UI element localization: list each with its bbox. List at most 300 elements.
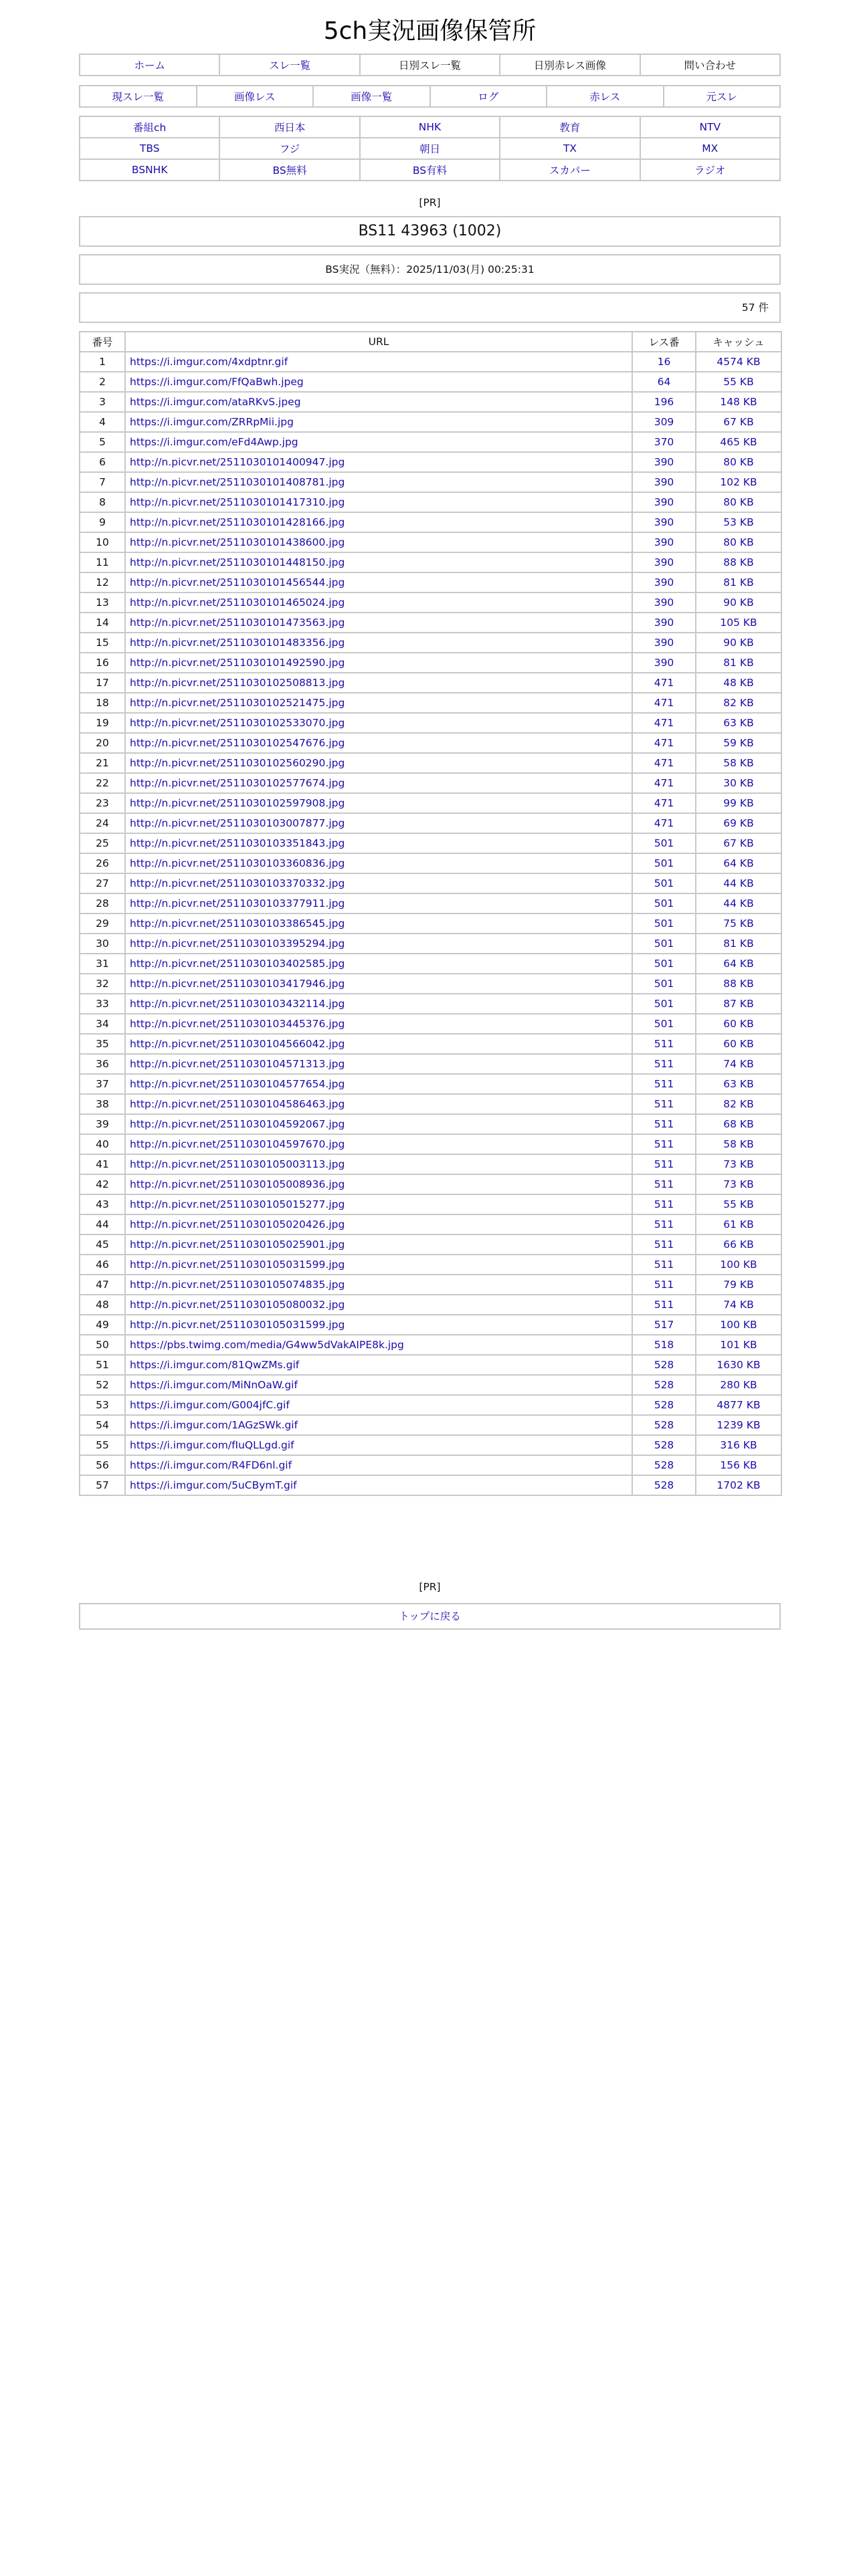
main-nav-row [80,54,780,76]
cache-link[interactable]: 465 KB [696,432,781,452]
res-number-link[interactable]: 511 [632,1235,696,1255]
row-number: 28 [80,893,125,914]
row-url-cell [125,352,632,372]
cache-link[interactable]: 88 KB [696,974,781,994]
res-number-link[interactable]: 196 [632,392,696,412]
row-number: 40 [80,1134,125,1154]
cache-link[interactable]: 1702 KB [696,1475,781,1495]
table-row [80,793,781,813]
cache-link[interactable]: 101 KB [696,1335,781,1355]
table-row [80,1435,781,1455]
res-number-link[interactable]: 309 [632,412,696,432]
image-table-body [80,352,781,1495]
cache-link[interactable]: 4574 KB [696,352,781,372]
cache-link[interactable]: 59 KB [696,733,781,753]
row-url-cell [125,1154,632,1174]
cache-link[interactable]: 63 KB [696,1074,781,1094]
row-url-cell [125,733,632,753]
image-url-link[interactable]: https://i.imgur.com/1AGzSWk.gif [130,1419,298,1431]
thread-nav-item[interactable] [547,86,664,107]
channel-nav-item[interactable] [360,116,500,138]
image-url-link[interactable]: http://n.picvr.net/2511030101408781.jpg [130,476,345,488]
image-url-link[interactable]: http://n.picvr.net/2511030104571313.jpg [130,1058,345,1070]
table-row [80,1275,781,1295]
res-number-link[interactable]: 16 [632,352,696,372]
row-number: 14 [80,613,125,633]
thread-nav-link[interactable]: ログ [478,91,499,103]
channel-nav-item[interactable] [80,116,219,138]
image-url-link[interactable]: https://i.imgur.com/81QwZMs.gif [130,1359,300,1371]
pr-label-top[interactable]: [PR] [419,197,441,209]
res-number-link[interactable]: 390 [632,472,696,492]
image-url-link[interactable]: http://n.picvr.net/2511030101456544.jpg [130,576,345,588]
row-url-cell [125,552,632,572]
image-url-link[interactable]: http://n.picvr.net/2511030105008936.jpg [130,1178,345,1190]
channel-link[interactable]: ラジオ [694,165,726,177]
row-url-cell [125,673,632,693]
table-row [80,1475,781,1495]
channel-link[interactable]: 教育 [559,122,581,134]
main-nav [79,53,781,76]
table-row [80,893,781,914]
thread-nav-link[interactable]: 現スレ一覧 [112,91,164,103]
image-url-link[interactable]: http://n.picvr.net/2511030103417946.jpg [130,978,345,990]
cache-link[interactable]: 60 KB [696,1034,781,1054]
row-number: 17 [80,673,125,693]
image-url-link[interactable]: http://n.picvr.net/2511030104586463.jpg [130,1098,345,1110]
res-number-link[interactable]: 528 [632,1435,696,1455]
cache-link[interactable]: 100 KB [696,1315,781,1335]
cache-link[interactable]: 69 KB [696,813,781,833]
cache-link[interactable]: 44 KB [696,893,781,914]
cache-link[interactable]: 81 KB [696,653,781,673]
cache-link[interactable]: 80 KB [696,532,781,552]
cache-link[interactable]: 4877 KB [696,1395,781,1415]
row-number: 51 [80,1355,125,1375]
res-number-link[interactable]: 528 [632,1455,696,1475]
res-number-link[interactable]: 501 [632,994,696,1014]
cache-link[interactable]: 105 KB [696,613,781,633]
image-url-link[interactable]: http://n.picvr.net/2511030103432114.jpg [130,998,345,1010]
res-number-link[interactable]: 511 [632,1114,696,1134]
cache-link[interactable]: 73 KB [696,1174,781,1194]
table-row [80,593,781,613]
image-url-link[interactable]: http://n.picvr.net/2511030102560290.jpg [130,757,345,769]
res-number-link[interactable]: 370 [632,432,696,452]
image-url-link[interactable]: https://i.imgur.com/R4FD6nl.gif [130,1459,292,1471]
cache-link[interactable]: 90 KB [696,633,781,653]
cache-link[interactable]: 64 KB [696,954,781,974]
table-row [80,492,781,512]
cache-link[interactable]: 64 KB [696,853,781,873]
image-url-link[interactable]: http://n.picvr.net/2511030104566042.jpg [130,1038,345,1050]
main-nav-item[interactable] [500,54,640,76]
channel-nav-item[interactable] [219,116,359,138]
row-url-cell [125,532,632,552]
image-url-link[interactable]: http://n.picvr.net/2511030101400947.jpg [130,456,345,468]
image-url-link[interactable]: http://n.picvr.net/2511030102597908.jpg [130,797,345,809]
image-url-link[interactable]: http://n.picvr.net/2511030105015277.jpg [130,1198,345,1210]
cache-link[interactable]: 316 KB [696,1435,781,1455]
row-number: 48 [80,1295,125,1315]
image-url-link[interactable]: http://n.picvr.net/2511030102577674.jpg [130,777,345,789]
table-row [80,1415,781,1435]
res-number-link[interactable]: 517 [632,1315,696,1335]
image-url-link[interactable]: http://n.picvr.net/2511030102547676.jpg [130,737,345,749]
channel-nav-item[interactable] [640,138,780,159]
image-url-link[interactable]: http://n.picvr.net/2511030102508813.jpg [130,677,345,689]
res-number-link[interactable]: 501 [632,853,696,873]
res-number-link[interactable]: 390 [632,572,696,593]
res-number-link[interactable]: 471 [632,693,696,713]
res-number-link[interactable]: 471 [632,813,696,833]
cache-link[interactable]: 82 KB [696,693,781,713]
cache-link[interactable]: 90 KB [696,593,781,613]
thread-nav-link[interactable]: 元スレ [706,91,737,103]
channel-nav-row [80,159,780,181]
thread-nav-link[interactable]: 赤レス [589,91,621,103]
row-number: 55 [80,1435,125,1455]
image-url-link[interactable]: https://i.imgur.com/eFd4Awp.jpg [130,436,298,448]
main-nav-label[interactable]: 日別赤レス画像 [533,60,606,72]
cache-link[interactable]: 80 KB [696,492,781,512]
res-number-link[interactable]: 511 [632,1134,696,1154]
cache-link[interactable]: 280 KB [696,1375,781,1395]
res-number-link[interactable]: 390 [632,593,696,613]
res-number-link[interactable]: 390 [632,613,696,633]
image-table-header [80,332,781,352]
main-nav-item[interactable] [219,54,359,76]
channel-nav-item[interactable] [500,159,640,181]
table-row [80,1395,781,1415]
channel-link[interactable]: BS有料 [412,165,448,177]
main-nav-link[interactable]: ホーム [134,60,165,72]
header-res-number: レス番 [632,332,696,352]
channel-nav-body [80,116,780,181]
image-url-link[interactable]: http://n.picvr.net/2511030103395294.jpg [130,938,345,950]
res-number-link[interactable]: 501 [632,974,696,994]
res-number-link[interactable]: 511 [632,1034,696,1054]
channel-nav-item[interactable] [80,159,219,181]
channel-link[interactable]: NTV [699,121,721,133]
row-number: 56 [80,1455,125,1475]
channel-link[interactable]: フジ [279,143,300,155]
channel-nav-item[interactable] [80,138,219,159]
cache-link[interactable]: 156 KB [696,1455,781,1475]
image-url-link[interactable]: https://i.imgur.com/ataRKvS.jpeg [130,396,301,408]
image-url-link[interactable]: http://n.picvr.net/2511030103402585.jpg [130,958,345,970]
image-url-link[interactable]: http://n.picvr.net/2511030105003113.jpg [130,1158,345,1170]
res-number-link[interactable]: 501 [632,873,696,893]
channel-link[interactable]: BSNHK [131,164,168,176]
cache-link[interactable]: 30 KB [696,773,781,793]
cache-link[interactable]: 67 KB [696,412,781,432]
res-number-link[interactable]: 390 [632,532,696,552]
res-number-link[interactable]: 501 [632,833,696,853]
cache-link[interactable]: 87 KB [696,994,781,1014]
image-url-link[interactable]: http://n.picvr.net/2511030103360836.jpg [130,857,345,869]
image-url-link[interactable]: http://n.picvr.net/2511030101448150.jpg [130,556,345,568]
cache-link[interactable]: 102 KB [696,472,781,492]
cache-link[interactable]: 73 KB [696,1154,781,1174]
res-number-link[interactable]: 511 [632,1094,696,1114]
res-number-link[interactable]: 390 [632,552,696,572]
cache-link[interactable]: 58 KB [696,753,781,773]
row-number: 57 [80,1475,125,1495]
cache-link[interactable]: 74 KB [696,1054,781,1074]
res-number-link[interactable]: 511 [632,1194,696,1214]
res-number-link[interactable]: 518 [632,1335,696,1355]
image-url-link[interactable]: http://n.picvr.net/2511030102533070.jpg [130,717,345,729]
row-url-cell [125,392,632,412]
image-url-link[interactable]: http://n.picvr.net/2511030103351843.jpg [130,837,345,849]
cache-link[interactable]: 60 KB [696,1014,781,1034]
main-nav-item[interactable] [80,54,219,76]
site-title[interactable]: 5ch実況画像保管所 [323,17,537,45]
cache-link[interactable]: 67 KB [696,833,781,853]
cache-link[interactable]: 81 KB [696,572,781,593]
row-number: 2 [80,372,125,392]
cache-link[interactable]: 44 KB [696,873,781,893]
table-row [80,833,781,853]
cache-link[interactable]: 100 KB [696,1255,781,1275]
image-url-link[interactable]: https://i.imgur.com/FfQaBwh.jpeg [130,376,304,388]
cache-link[interactable]: 53 KB [696,512,781,532]
cache-link[interactable]: 61 KB [696,1214,781,1235]
res-number-link[interactable]: 511 [632,1074,696,1094]
channel-link[interactable]: 西日本 [274,122,306,134]
res-number-link[interactable]: 501 [632,914,696,934]
cache-link[interactable]: 1630 KB [696,1355,781,1375]
res-number-link[interactable]: 471 [632,713,696,733]
thread-nav-link[interactable]: 画像一覧 [351,91,393,103]
image-url-link[interactable]: http://n.picvr.net/2511030101473563.jpg [130,617,345,629]
row-number: 41 [80,1154,125,1174]
cache-link[interactable]: 55 KB [696,372,781,392]
thread-nav-item[interactable] [664,86,781,107]
row-number: 53 [80,1395,125,1415]
res-number-link[interactable]: 501 [632,893,696,914]
row-number: 47 [80,1275,125,1295]
image-url-link[interactable]: http://n.picvr.net/2511030101417310.jpg [130,496,345,508]
channel-link[interactable]: TX [563,142,577,154]
cache-link[interactable]: 79 KB [696,1275,781,1295]
row-url-cell [125,412,632,432]
res-number-link[interactable]: 471 [632,753,696,773]
res-number-link[interactable]: 471 [632,793,696,813]
row-number: 20 [80,733,125,753]
row-number: 30 [80,934,125,954]
image-url-link[interactable]: http://n.picvr.net/2511030104597670.jpg [130,1138,345,1150]
cache-link[interactable]: 1239 KB [696,1415,781,1435]
res-number-link[interactable]: 501 [632,934,696,954]
main-nav-label[interactable]: 日別スレ一覧 [398,60,461,72]
cache-link[interactable]: 74 KB [696,1295,781,1315]
cache-link[interactable]: 88 KB [696,552,781,572]
res-number-link[interactable]: 471 [632,773,696,793]
cache-link[interactable]: 80 KB [696,452,781,472]
pr-label-bottom[interactable]: [PR] [419,1581,441,1593]
image-url-link[interactable]: https://i.imgur.com/fIuQLLgd.gif [130,1439,294,1451]
res-number-link[interactable]: 501 [632,954,696,974]
row-url-cell [125,954,632,974]
main-nav-item[interactable] [640,54,780,76]
channel-nav-item[interactable] [219,138,359,159]
res-number-link[interactable]: 390 [632,492,696,512]
row-url-cell [125,1255,632,1275]
image-url-link[interactable]: http://n.picvr.net/2511030101492590.jpg [130,657,345,669]
res-number-link[interactable]: 528 [632,1395,696,1415]
image-url-link[interactable]: https://i.imgur.com/ZRRpMii.jpg [130,416,294,428]
channel-link[interactable]: 番組ch [133,122,167,134]
row-number: 54 [80,1415,125,1435]
cache-link[interactable]: 58 KB [696,1134,781,1154]
row-url-cell [125,873,632,893]
image-url-link[interactable]: http://n.picvr.net/2511030105080032.jpg [130,1299,345,1311]
res-number-link[interactable]: 528 [632,1475,696,1495]
channel-nav-item[interactable] [500,116,640,138]
cache-link[interactable]: 66 KB [696,1235,781,1255]
res-number-link[interactable]: 390 [632,512,696,532]
image-url-link[interactable]: http://n.picvr.net/2511030105031599.jpg [130,1319,345,1331]
back-to-top-link[interactable]: トップに戻る [399,1610,461,1622]
res-number-link[interactable]: 471 [632,673,696,693]
row-number: 21 [80,753,125,773]
row-number: 4 [80,412,125,432]
image-url-link[interactable]: http://n.picvr.net/2511030104592067.jpg [130,1118,345,1130]
row-url-cell [125,1275,632,1295]
image-url-link[interactable]: https://i.imgur.com/4xdptnr.gif [130,356,288,368]
channel-link[interactable]: BS無料 [272,165,307,177]
row-url-cell [125,613,632,633]
channel-nav-item[interactable] [360,138,500,159]
image-url-link[interactable]: http://n.picvr.net/2511030103445376.jpg [130,1018,345,1030]
cache-link[interactable]: 68 KB [696,1114,781,1134]
thread-nav-item[interactable] [313,86,430,107]
table-row [80,1375,781,1395]
row-url-cell [125,693,632,713]
row-url-cell [125,593,632,613]
res-number-link[interactable]: 471 [632,733,696,753]
image-url-link[interactable]: http://n.picvr.net/2511030105020426.jpg [130,1218,345,1230]
thread-nav-row [80,86,780,107]
channel-nav-item[interactable] [640,116,780,138]
channel-link[interactable]: スカパー [549,165,591,177]
image-url-link[interactable]: http://n.picvr.net/2511030103007877.jpg [130,817,345,829]
res-number-link[interactable]: 511 [632,1295,696,1315]
channel-link[interactable]: NHK [418,121,442,133]
image-url-link[interactable]: http://n.picvr.net/2511030102521475.jpg [130,697,345,709]
thread-nav-item[interactable] [197,86,314,107]
row-url-cell [125,1114,632,1134]
table-row [80,733,781,753]
res-number-link[interactable]: 511 [632,1154,696,1174]
res-number-link[interactable]: 511 [632,1275,696,1295]
image-url-link[interactable]: http://n.picvr.net/2511030103370332.jpg [130,877,345,889]
row-url-cell [125,813,632,833]
cache-link[interactable]: 48 KB [696,673,781,693]
image-url-link[interactable]: http://n.picvr.net/2511030101465024.jpg [130,597,345,609]
cache-link[interactable]: 55 KB [696,1194,781,1214]
image-url-link[interactable]: https://i.imgur.com/G004jfC.gif [130,1399,290,1411]
table-row [80,873,781,893]
channel-nav-item[interactable] [360,159,500,181]
res-number-link[interactable]: 528 [632,1415,696,1435]
row-url-cell [125,934,632,954]
channel-nav-item[interactable] [500,138,640,159]
table-row [80,552,781,572]
row-number: 22 [80,773,125,793]
image-url-link[interactable]: http://n.picvr.net/2511030103377911.jpg [130,897,345,909]
cache-link[interactable]: 82 KB [696,1094,781,1114]
res-number-link[interactable]: 528 [632,1355,696,1375]
channel-nav-row [80,116,780,138]
row-url-cell [125,1034,632,1054]
channel-link[interactable]: 朝日 [419,143,440,155]
res-number-link[interactable]: 511 [632,1054,696,1074]
cache-link[interactable]: 99 KB [696,793,781,813]
cache-link[interactable]: 81 KB [696,934,781,954]
channel-link[interactable]: TBS [139,142,160,154]
res-number-link[interactable]: 511 [632,1214,696,1235]
channel-link[interactable]: MX [702,142,719,154]
main-nav-item[interactable] [360,54,500,76]
table-row [80,432,781,452]
channel-nav-item[interactable] [219,159,359,181]
channel-nav-item[interactable] [640,159,780,181]
image-url-link[interactable]: http://n.picvr.net/2511030105025901.jpg [130,1239,345,1251]
cache-link[interactable]: 63 KB [696,713,781,733]
image-url-link[interactable]: http://n.picvr.net/2511030105031599.jpg [130,1259,345,1271]
row-number: 13 [80,593,125,613]
image-url-link[interactable]: https://pbs.twimg.com/media/G4ww5dVakAIPE8k.jpg [130,1339,404,1351]
main-nav-link[interactable]: スレ一覧 [269,60,311,72]
thread-nav-link[interactable]: 画像レス [233,91,276,103]
row-url-cell [125,1315,632,1335]
thread-nav-item[interactable] [430,86,547,107]
thread-title: BS11 43963 (1002) [79,216,781,247]
res-number-link[interactable]: 390 [632,633,696,653]
cache-link[interactable]: 75 KB [696,914,781,934]
table-row [80,713,781,733]
image-url-link[interactable]: http://n.picvr.net/2511030101428166.jpg [130,516,345,528]
main-nav-label[interactable]: 問い合わせ [684,60,737,72]
res-number-link[interactable]: 528 [632,1375,696,1395]
res-number-link[interactable]: 390 [632,653,696,673]
image-url-link[interactable]: http://n.picvr.net/2511030104577654.jpg [130,1078,345,1090]
row-url-cell [125,1455,632,1475]
image-url-link[interactable]: https://i.imgur.com/5uCBymT.gif [130,1479,297,1491]
res-number-link[interactable]: 64 [632,372,696,392]
image-url-link[interactable]: http://n.picvr.net/2511030105074835.jpg [130,1279,345,1291]
res-number-link[interactable]: 511 [632,1255,696,1275]
row-url-cell [125,1295,632,1315]
image-url-link[interactable]: http://n.picvr.net/2511030103386545.jpg [130,918,345,930]
res-number-link[interactable]: 511 [632,1174,696,1194]
res-number-link[interactable]: 390 [632,452,696,472]
row-url-cell [125,1375,632,1395]
image-url-link[interactable]: https://i.imgur.com/MiNnOaW.gif [130,1379,298,1391]
row-number: 24 [80,813,125,833]
thread-nav-item[interactable] [80,86,197,107]
image-url-link[interactable]: http://n.picvr.net/2511030101438600.jpg [130,536,345,548]
res-number-link[interactable]: 501 [632,1014,696,1034]
cache-link[interactable]: 148 KB [696,392,781,412]
header-number: 番号 [80,332,125,352]
table-row [80,954,781,974]
image-url-link[interactable]: http://n.picvr.net/2511030101483356.jpg [130,637,345,649]
table-row [80,572,781,593]
